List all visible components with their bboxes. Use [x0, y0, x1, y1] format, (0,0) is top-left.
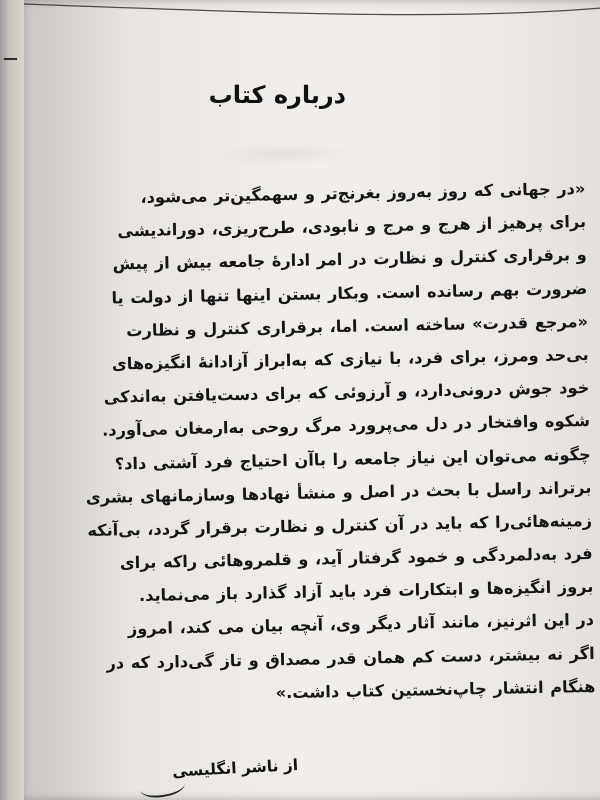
- body-line: ضرورت بهم رسانده است. وبکار بستن اینها تنها از دولت یا: [111, 278, 588, 308]
- body-line: و برقراری کنترل و نظارت در امر ادارهٔ جامعه بیش از پیش: [112, 245, 587, 274]
- body-line: بروز انگیزه‌ها و ابتکارات فرد باید آزاد گذارد باز می‌نماید.: [138, 577, 594, 606]
- body-line: بی‌حد ومرز، برای فرد، با نیازی که به‌ابراز آزادانهٔ انگیزه‌های: [111, 344, 589, 374]
- body-paragraph: [57, 172, 597, 762]
- edge-ink-mark: [4, 58, 17, 60]
- body-line: «در جهانی که روز به‌روز بغرنج‌تر و سهمگین‌تر می‌شود،: [140, 178, 586, 207]
- body-line: خود جوش درونی‌دارد، و آرزوئی که برای دست‌یافتن به‌اندکی: [103, 378, 590, 407]
- body-line: هنگام انتشار چاپ‌نخستین کتاب داشت.»: [275, 676, 596, 703]
- body-line: در این اثرنیز، مانند آثار دیگر وی، آنچه بیان می کند، امروز: [127, 610, 595, 639]
- body-line: زمینه‌هائی‌را که باید در آن کنترل و نظارت برقرار گردد، بی‌آنکه: [87, 510, 593, 540]
- left-page-edge: [0, 0, 24, 800]
- publisher-note: از ناشر انگلیسی: [171, 756, 299, 781]
- body-line: برتراند راسل با بحث در اصل و منشأ نهادها وسازمانهای بشری: [85, 477, 592, 507]
- page-top-curve: [24, 0, 600, 30]
- body-line: «مرجع قدرت» ساخته است. اما، برقراری کنترل و نظارت: [126, 311, 589, 340]
- faint-ink-stain: [212, 141, 362, 168]
- body-line: فرد به‌دلمردگی و خمود گرفتار آید، و قلمروهائی راکه برای: [119, 543, 593, 573]
- body-line: شکوه وافتخار در دل می‌پرورد مرگ روحی به‌ارمغان می‌آورد.: [101, 411, 591, 441]
- book-page: [24, 0, 600, 800]
- body-line: چگونه می‌توان این نیاز جامعه را باآن احتیاج فرد آشتی داد؟: [114, 444, 591, 473]
- body-line: اگر نه بیشتر، دست کم همان قدر مصداق و تاز گی‌دارد که در: [106, 643, 595, 673]
- body-line: برای پرهیز از هرج و مرج و نابودی، طرح‌ریزی، دوراندیشی: [117, 212, 587, 241]
- page-title: درباره کتاب: [208, 80, 347, 110]
